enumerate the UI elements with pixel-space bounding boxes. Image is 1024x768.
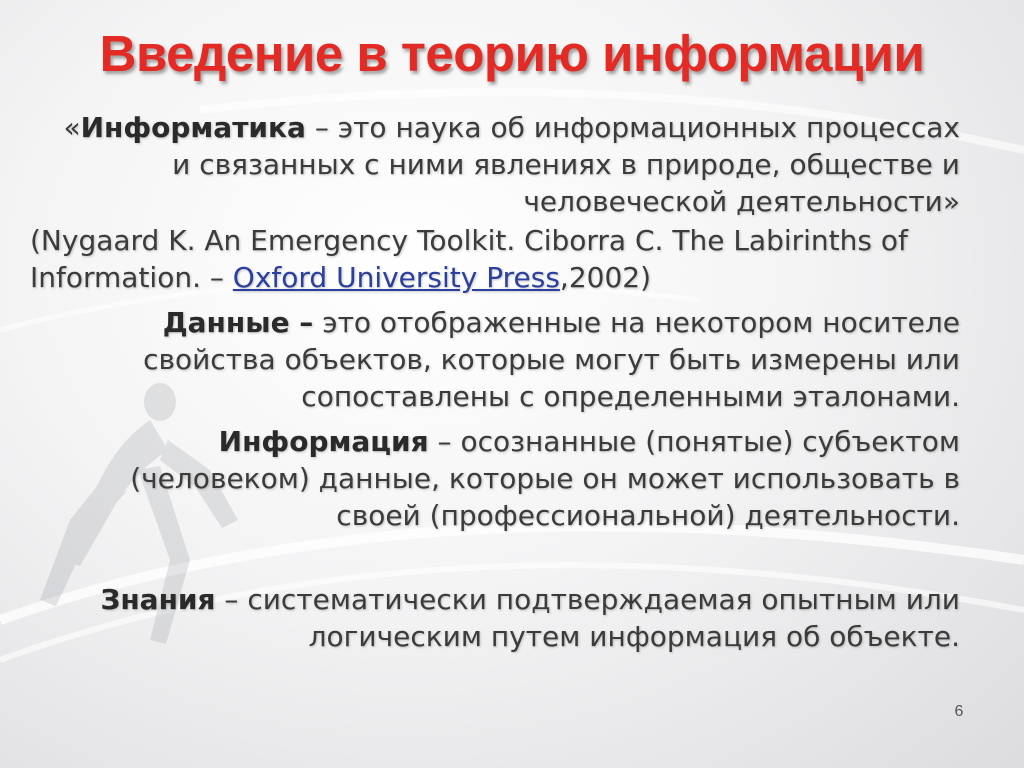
information-definition	[60, 423, 960, 534]
close-quote: »	[942, 185, 960, 218]
information-term: Информация	[218, 425, 429, 458]
data-definition-text: это отображенные на некотором носителе свойства объектов, которые могут быть измерены или сопоставлены с определенными эталонами.	[143, 306, 960, 413]
slide-title: Введение в теорию информации	[99, 25, 925, 82]
citation	[30, 222, 940, 296]
informatics-term: Информатика	[80, 111, 306, 144]
data-definition	[60, 304, 960, 415]
data-term: Данные –	[162, 306, 314, 339]
citation-text: (Nygaard K. An Emergency Toolkit. Ciborra C. The Labirinths of Information. –	[30, 224, 908, 294]
oxford-university-press-link[interactable]: Oxford University Press	[232, 261, 560, 294]
information-definition-text: – осознанные (понятые) субъектом (человеком) данные, которые он может использовать в своей (профессиональной) деятельности.	[130, 425, 960, 532]
informatics-definition-text: – это наука об информационных процессах и связанных с ними явлениях в природе, обществе и человеческой деятельности	[172, 111, 960, 218]
citation-year: ,2002)	[559, 261, 652, 294]
informatics-definition	[60, 109, 960, 220]
slide-number: 6	[954, 703, 964, 720]
knowledge-term: Знания	[100, 583, 216, 616]
knowledge-definition-text: – систематически подтверждаемая опытным или логическим путем информация об объекте.	[215, 583, 960, 653]
open-quote: «	[63, 111, 81, 144]
knowledge-definition	[60, 581, 960, 655]
